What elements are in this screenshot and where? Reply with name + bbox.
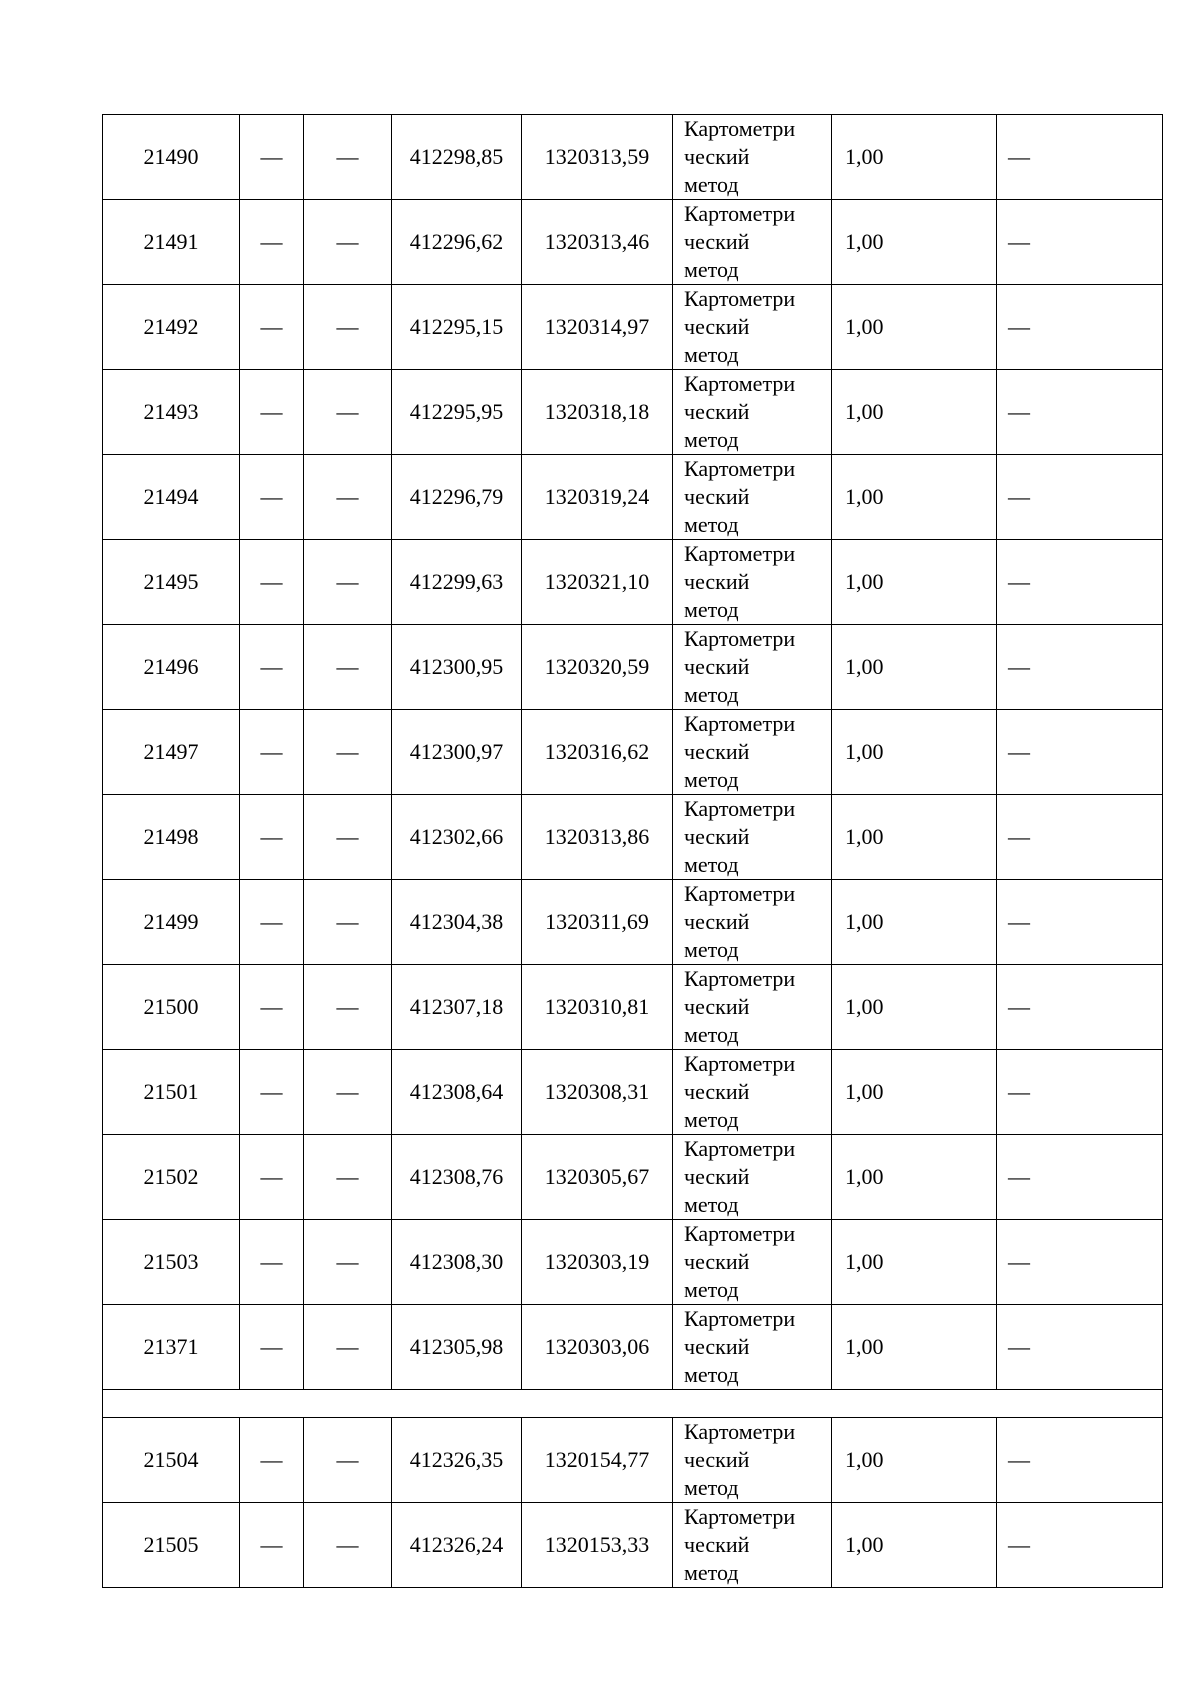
dash-cell: — — [304, 1305, 392, 1390]
method-line: Картометри — [684, 371, 796, 396]
point-number-cell: 21503 — [103, 1220, 240, 1305]
point-number-cell: 21501 — [103, 1050, 240, 1135]
accuracy-cell: 1,00 — [832, 455, 997, 540]
table-row — [103, 880, 1163, 965]
method-cell — [673, 1418, 832, 1503]
method-line: Картометри — [684, 626, 796, 651]
dash-cell: — — [304, 115, 392, 200]
method-line: ческий — [684, 1532, 750, 1557]
method-cell — [673, 1050, 832, 1135]
x-coordinate-cell: 412295,95 — [392, 370, 522, 455]
accuracy-cell: 1,00 — [832, 285, 997, 370]
method-line: метод — [684, 1362, 739, 1387]
method-line: метод — [684, 427, 739, 452]
separator-cell — [103, 1390, 1163, 1418]
table-row — [103, 115, 1163, 200]
dash-cell: — — [304, 880, 392, 965]
point-number-cell: 21502 — [103, 1135, 240, 1220]
dash-cell: — — [240, 625, 304, 710]
method-line: метод — [684, 1192, 739, 1217]
table-row — [103, 1305, 1163, 1390]
method-line: Картометри — [684, 1419, 796, 1444]
note-cell: — — [997, 965, 1163, 1050]
method-line: метод — [684, 1022, 739, 1047]
method-line: метод — [684, 597, 739, 622]
table-row — [103, 965, 1163, 1050]
dash-cell: — — [304, 540, 392, 625]
method-line: ческий — [684, 994, 750, 1019]
note-cell: — — [997, 455, 1163, 540]
y-coordinate-cell: 1320313,46 — [522, 200, 673, 285]
accuracy-cell: 1,00 — [832, 540, 997, 625]
accuracy-cell: 1,00 — [832, 370, 997, 455]
table-row — [103, 710, 1163, 795]
method-line: Картометри — [684, 966, 796, 991]
dash-cell: — — [240, 455, 304, 540]
method-cell — [673, 965, 832, 1050]
method-line: метод — [684, 1475, 739, 1500]
method-cell — [673, 795, 832, 880]
method-line: ческий — [684, 569, 750, 594]
method-line: ческий — [684, 144, 750, 169]
method-line: Картометри — [684, 1504, 796, 1529]
accuracy-cell: 1,00 — [832, 880, 997, 965]
point-number-cell: 21494 — [103, 455, 240, 540]
method-line: метод — [684, 1277, 739, 1302]
x-coordinate-cell: 412296,62 — [392, 200, 522, 285]
method-line: метод — [684, 1560, 739, 1585]
x-coordinate-cell: 412300,97 — [392, 710, 522, 795]
dash-cell: — — [304, 710, 392, 795]
accuracy-cell: 1,00 — [832, 1503, 997, 1588]
dash-cell: — — [304, 455, 392, 540]
x-coordinate-cell: 412304,38 — [392, 880, 522, 965]
x-coordinate-cell: 412307,18 — [392, 965, 522, 1050]
y-coordinate-cell: 1320321,10 — [522, 540, 673, 625]
point-number-cell: 21500 — [103, 965, 240, 1050]
y-coordinate-cell: 1320303,06 — [522, 1305, 673, 1390]
method-line: ческий — [684, 739, 750, 764]
method-cell — [673, 540, 832, 625]
method-line: метод — [684, 767, 739, 792]
method-line: метод — [684, 342, 739, 367]
x-coordinate-cell: 412296,79 — [392, 455, 522, 540]
table-row — [103, 200, 1163, 285]
dash-cell: — — [240, 1503, 304, 1588]
x-coordinate-cell: 412295,15 — [392, 285, 522, 370]
note-cell: — — [997, 200, 1163, 285]
x-coordinate-cell: 412326,24 — [392, 1503, 522, 1588]
point-number-cell: 21495 — [103, 540, 240, 625]
dash-cell: — — [240, 540, 304, 625]
method-cell — [673, 1220, 832, 1305]
method-line: ческий — [684, 399, 750, 424]
y-coordinate-cell: 1320311,69 — [522, 880, 673, 965]
method-line: Картометри — [684, 1221, 796, 1246]
method-line: ческий — [684, 1249, 750, 1274]
dash-cell: — — [304, 1050, 392, 1135]
y-coordinate-cell: 1320310,81 — [522, 965, 673, 1050]
table-row — [103, 285, 1163, 370]
note-cell: — — [997, 1305, 1163, 1390]
method-line: Картометри — [684, 456, 796, 481]
point-number-cell: 21371 — [103, 1305, 240, 1390]
dash-cell: — — [240, 115, 304, 200]
point-number-cell: 21496 — [103, 625, 240, 710]
method-line: ческий — [684, 1447, 750, 1472]
note-cell: — — [997, 285, 1163, 370]
dash-cell: — — [304, 1503, 392, 1588]
dash-cell: — — [304, 1135, 392, 1220]
accuracy-cell: 1,00 — [832, 795, 997, 880]
method-line: ческий — [684, 314, 750, 339]
method-line: Картометри — [684, 711, 796, 736]
accuracy-cell: 1,00 — [832, 115, 997, 200]
y-coordinate-cell: 1320318,18 — [522, 370, 673, 455]
note-cell: — — [997, 1418, 1163, 1503]
dash-cell: — — [240, 1305, 304, 1390]
coordinates-sheet — [102, 114, 1162, 1588]
table-row — [103, 1220, 1163, 1305]
method-line: ческий — [684, 484, 750, 509]
method-line: Картометри — [684, 201, 796, 226]
method-line: метод — [684, 682, 739, 707]
dash-cell: — — [240, 795, 304, 880]
method-cell — [673, 455, 832, 540]
dash-cell: — — [240, 965, 304, 1050]
method-line: Картометри — [684, 796, 796, 821]
y-coordinate-cell: 1320314,97 — [522, 285, 673, 370]
method-cell — [673, 1503, 832, 1588]
method-line: Картометри — [684, 881, 796, 906]
method-line: ческий — [684, 654, 750, 679]
dash-cell: — — [304, 965, 392, 1050]
point-number-cell: 21493 — [103, 370, 240, 455]
dash-cell: — — [304, 1418, 392, 1503]
dash-cell: — — [240, 710, 304, 795]
note-cell: — — [997, 1220, 1163, 1305]
dash-cell: — — [240, 200, 304, 285]
x-coordinate-cell: 412305,98 — [392, 1305, 522, 1390]
method-line: Картометри — [684, 286, 796, 311]
accuracy-cell: 1,00 — [832, 1305, 997, 1390]
dash-cell: — — [304, 285, 392, 370]
note-cell: — — [997, 710, 1163, 795]
point-number-cell: 21497 — [103, 710, 240, 795]
note-cell: — — [997, 370, 1163, 455]
method-cell — [673, 1305, 832, 1390]
accuracy-cell: 1,00 — [832, 200, 997, 285]
method-cell — [673, 115, 832, 200]
point-number-cell: 21504 — [103, 1418, 240, 1503]
note-cell: — — [997, 880, 1163, 965]
x-coordinate-cell: 412308,76 — [392, 1135, 522, 1220]
dash-cell: — — [240, 1135, 304, 1220]
method-line: ческий — [684, 1079, 750, 1104]
dash-cell: — — [304, 200, 392, 285]
dash-cell: — — [304, 1220, 392, 1305]
table-row — [103, 1418, 1163, 1503]
x-coordinate-cell: 412298,85 — [392, 115, 522, 200]
y-coordinate-cell: 1320154,77 — [522, 1418, 673, 1503]
dash-cell: — — [240, 880, 304, 965]
x-coordinate-cell: 412300,95 — [392, 625, 522, 710]
dash-cell: — — [240, 1050, 304, 1135]
dash-cell: — — [240, 370, 304, 455]
dash-cell: — — [240, 1220, 304, 1305]
note-cell: — — [997, 115, 1163, 200]
point-number-cell: 21490 — [103, 115, 240, 200]
method-line: ческий — [684, 1164, 750, 1189]
method-line: ческий — [684, 1334, 750, 1359]
table-row — [103, 455, 1163, 540]
y-coordinate-cell: 1320316,62 — [522, 710, 673, 795]
x-coordinate-cell: 412308,30 — [392, 1220, 522, 1305]
table-row — [103, 1135, 1163, 1220]
y-coordinate-cell: 1320153,33 — [522, 1503, 673, 1588]
table-row — [103, 795, 1163, 880]
coordinates-table — [102, 114, 1163, 1588]
x-coordinate-cell: 412326,35 — [392, 1418, 522, 1503]
y-coordinate-cell: 1320319,24 — [522, 455, 673, 540]
method-line: ческий — [684, 909, 750, 934]
y-coordinate-cell: 1320308,31 — [522, 1050, 673, 1135]
table-row — [103, 1503, 1163, 1588]
dash-cell: — — [304, 795, 392, 880]
method-line: Картометри — [684, 1051, 796, 1076]
point-number-cell: 21498 — [103, 795, 240, 880]
method-line: метод — [684, 512, 739, 537]
point-number-cell: 21492 — [103, 285, 240, 370]
method-line: Картометри — [684, 541, 796, 566]
method-line: метод — [684, 257, 739, 282]
method-line: Картометри — [684, 116, 796, 141]
method-cell — [673, 370, 832, 455]
accuracy-cell: 1,00 — [832, 1220, 997, 1305]
dash-cell: — — [304, 370, 392, 455]
method-line: метод — [684, 852, 739, 877]
table-row — [103, 625, 1163, 710]
note-cell: — — [997, 795, 1163, 880]
y-coordinate-cell: 1320313,59 — [522, 115, 673, 200]
accuracy-cell: 1,00 — [832, 1418, 997, 1503]
method-line: метод — [684, 172, 739, 197]
table-row — [103, 540, 1163, 625]
dash-cell: — — [240, 285, 304, 370]
method-cell — [673, 625, 832, 710]
method-cell — [673, 880, 832, 965]
method-line: ческий — [684, 229, 750, 254]
method-cell — [673, 710, 832, 795]
table-body — [103, 115, 1163, 1588]
method-line: Картометри — [684, 1136, 796, 1161]
table-separator-row — [103, 1390, 1163, 1418]
point-number-cell: 21505 — [103, 1503, 240, 1588]
note-cell: — — [997, 1050, 1163, 1135]
method-cell — [673, 200, 832, 285]
accuracy-cell: 1,00 — [832, 1050, 997, 1135]
y-coordinate-cell: 1320303,19 — [522, 1220, 673, 1305]
y-coordinate-cell: 1320320,59 — [522, 625, 673, 710]
method-line: метод — [684, 937, 739, 962]
method-cell — [673, 1135, 832, 1220]
note-cell: — — [997, 625, 1163, 710]
note-cell: — — [997, 1503, 1163, 1588]
point-number-cell: 21499 — [103, 880, 240, 965]
dash-cell: — — [304, 625, 392, 710]
table-row — [103, 370, 1163, 455]
note-cell: — — [997, 1135, 1163, 1220]
dash-cell: — — [240, 1418, 304, 1503]
x-coordinate-cell: 412308,64 — [392, 1050, 522, 1135]
method-line: ческий — [684, 824, 750, 849]
x-coordinate-cell: 412302,66 — [392, 795, 522, 880]
point-number-cell: 21491 — [103, 200, 240, 285]
y-coordinate-cell: 1320305,67 — [522, 1135, 673, 1220]
method-line: метод — [684, 1107, 739, 1132]
accuracy-cell: 1,00 — [832, 1135, 997, 1220]
accuracy-cell: 1,00 — [832, 625, 997, 710]
method-cell — [673, 285, 832, 370]
note-cell: — — [997, 540, 1163, 625]
method-line: Картометри — [684, 1306, 796, 1331]
x-coordinate-cell: 412299,63 — [392, 540, 522, 625]
accuracy-cell: 1,00 — [832, 710, 997, 795]
y-coordinate-cell: 1320313,86 — [522, 795, 673, 880]
accuracy-cell: 1,00 — [832, 965, 997, 1050]
table-row — [103, 1050, 1163, 1135]
